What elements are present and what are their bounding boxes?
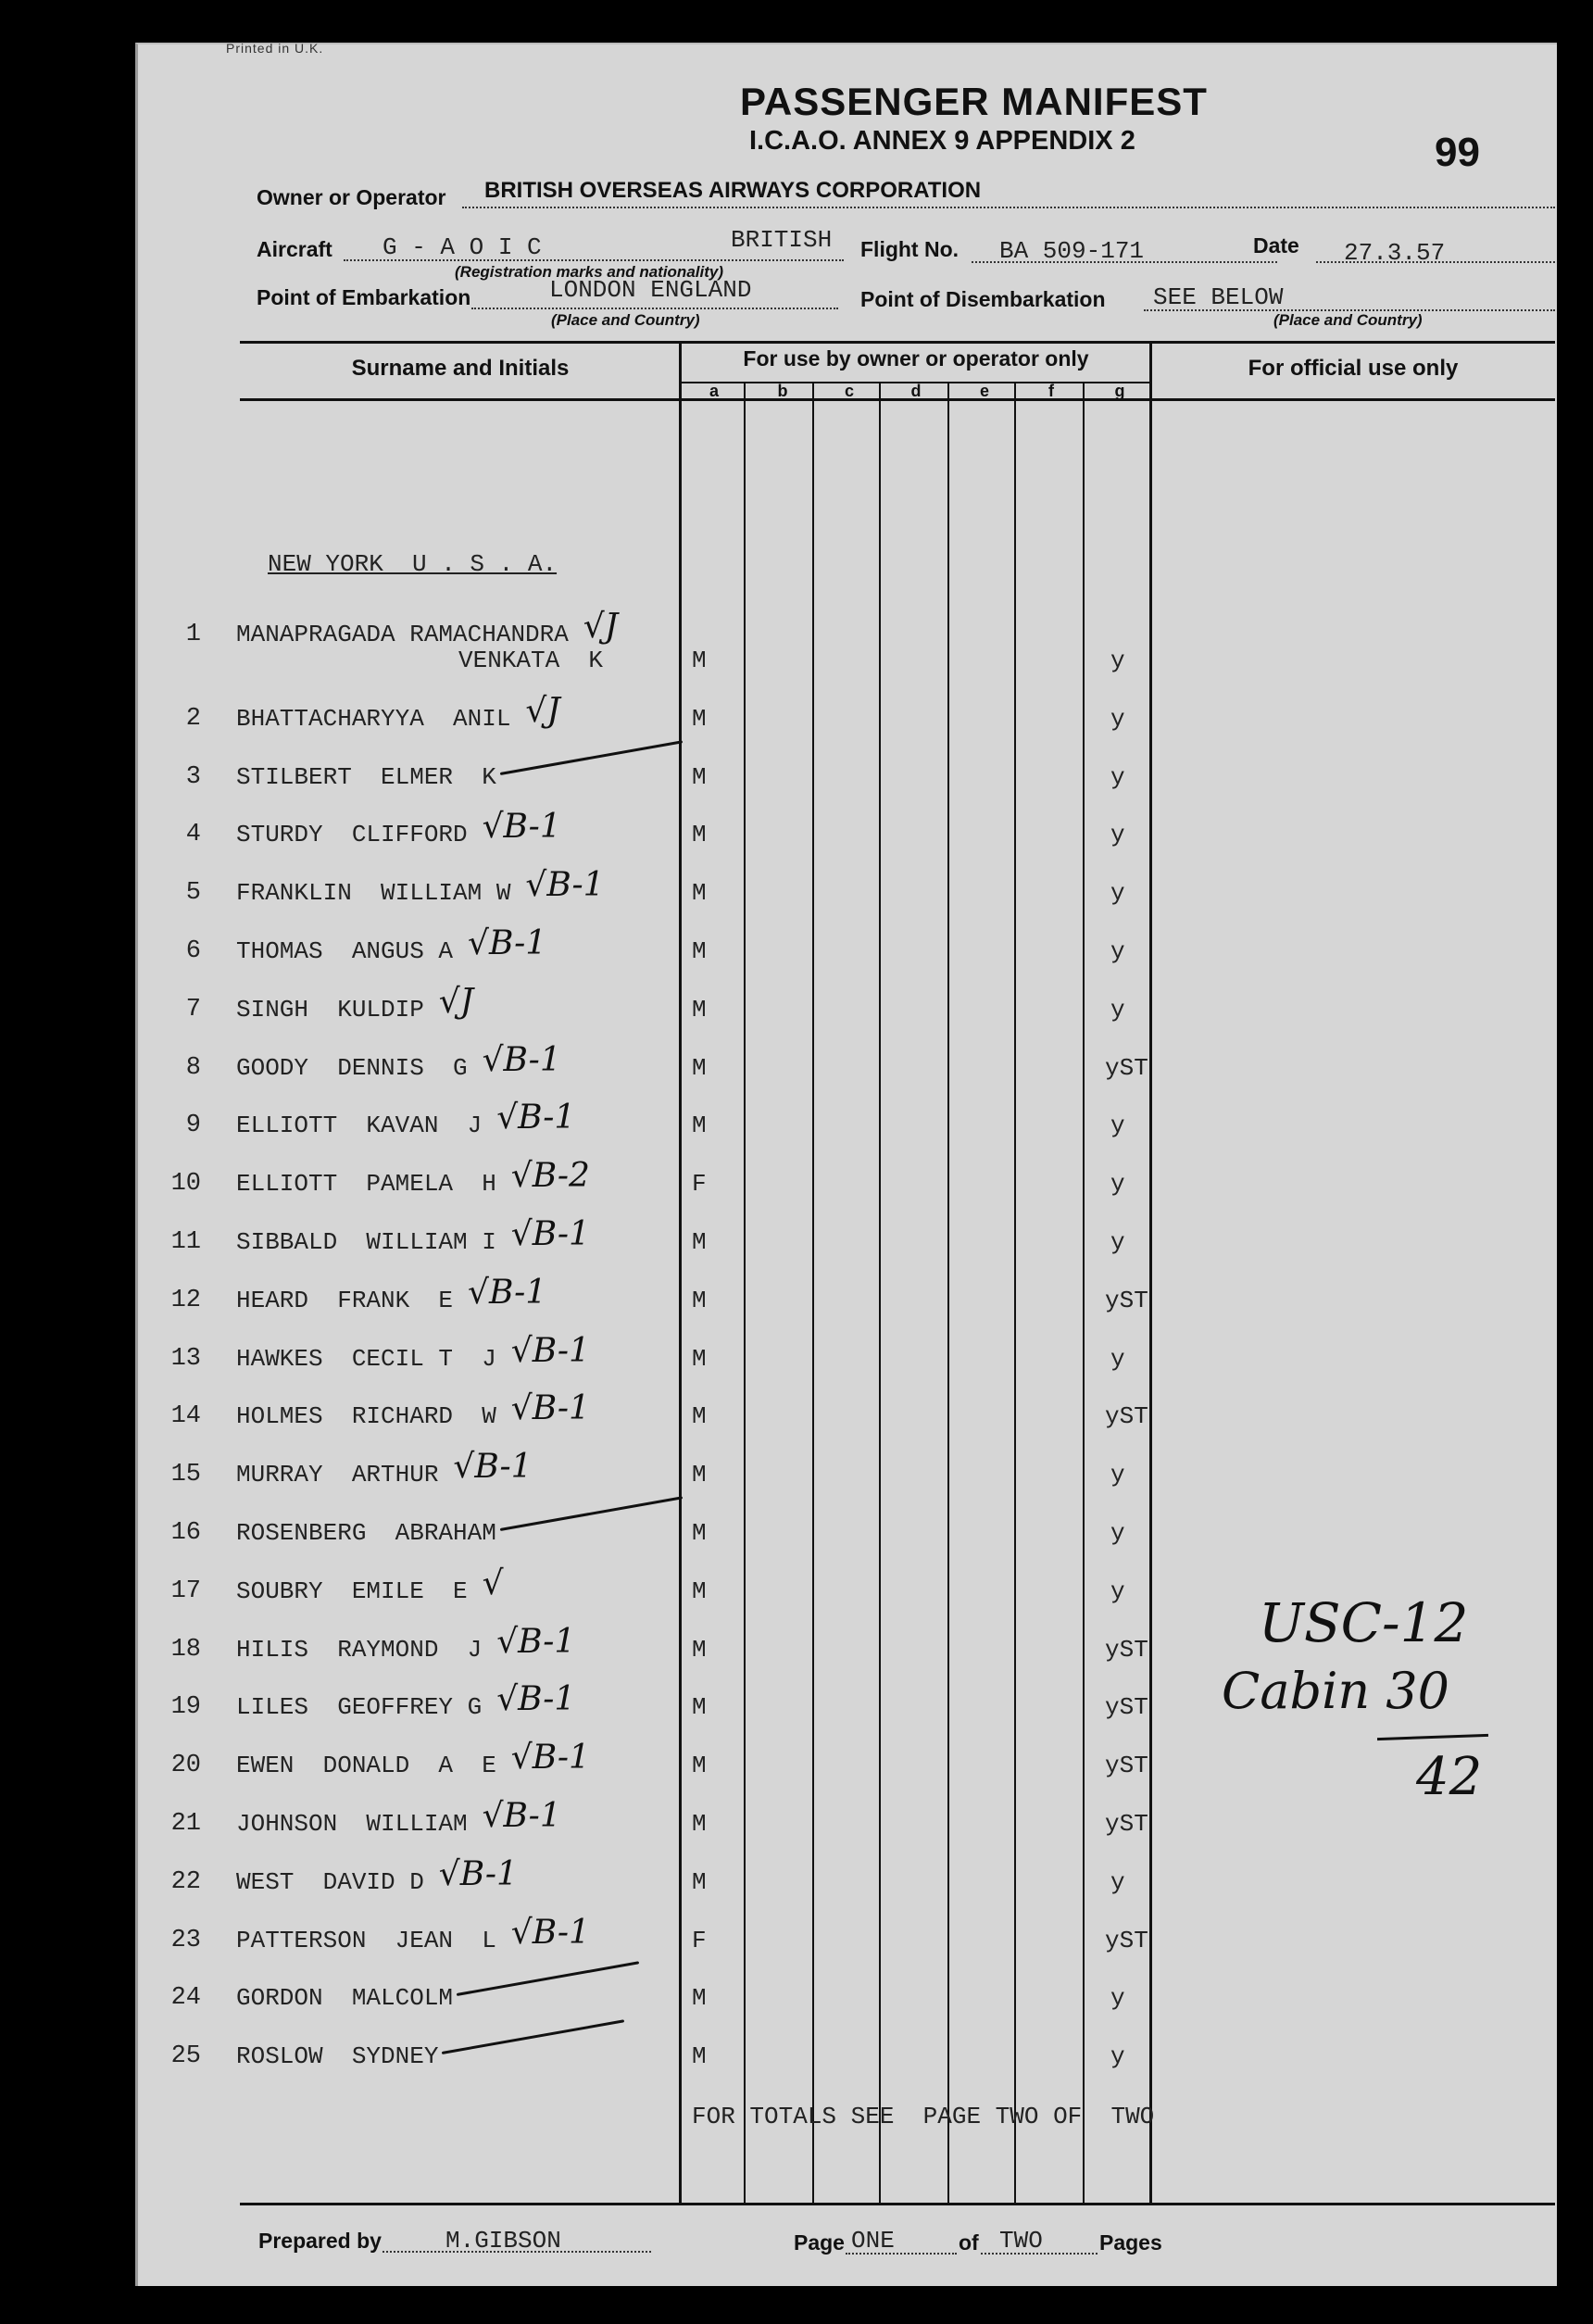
date-label: Date [1253,233,1299,258]
passenger-sex: M [692,879,707,907]
passenger-name: PATTERSON JEAN L [236,1927,496,1954]
col-divider-de [947,382,949,2203]
of-value: TWO [999,2227,1043,2255]
handwritten-check-mark: √ [482,1564,504,1602]
passenger-sex: M [692,937,707,965]
passenger-name-continued: VENKATA K [458,647,604,674]
handwritten-check-mark: √J [525,692,560,730]
passenger-code-g: y [1110,821,1125,848]
handwritten-check-mark: √J [438,983,474,1021]
handwritten-check-mark: √B-1 [482,1797,561,1835]
passenger-code-g: yST [1105,1752,1148,1779]
passenger-sex: M [692,647,707,674]
page-title: PASSENGER MANIFEST [740,80,1208,123]
passenger-code-g: y [1110,763,1125,791]
passenger-code-g: yST [1105,1693,1148,1721]
passenger-name: STILBERT ELMER K [236,763,496,791]
col-divider-bc [812,382,814,2203]
row-number: 25 [170,2042,201,2070]
passenger-name: GORDON MALCOLM [236,1984,454,2012]
embark-note: (Place and Country) [551,311,700,329]
passenger-name: WEST DAVID D [236,1868,424,1896]
passenger-name: ELLIOTT KAVAN J [236,1112,483,1139]
passenger-name: ROSENBERG ABRAHAM [236,1519,496,1547]
row-number: 2 [185,705,201,733]
passenger-sex: M [692,1868,707,1896]
passenger-code-g: y [1110,1170,1125,1198]
passenger-name: ELLIOTT PAMELA H [236,1170,496,1198]
col-divider-official [1149,341,1152,2203]
passenger-code-g: y [1110,1577,1125,1605]
handwritten-check-mark: √B-1 [510,1389,590,1427]
passenger-name: MANAPRAGADA RAMACHANDRA [236,621,569,648]
handwritten-check-mark: √B-1 [510,1332,590,1370]
passenger-sex: M [692,1810,707,1838]
handwritten-check-mark: √J [583,608,619,646]
passenger-code-g: y [1110,1228,1125,1256]
destination-heading: NEW YORK U . S . A. [268,550,558,578]
passenger-code-g: y [1110,647,1125,674]
passenger-code-g: yST [1105,1287,1148,1314]
disembark-value: SEE BELOW [1153,283,1284,311]
totals-note: FOR TOTALS SEE PAGE TWO OF TWO [692,2103,1155,2130]
handwritten-check-mark: √B-1 [496,1099,576,1137]
official-tally-rule [1377,1734,1488,1740]
row-number: 22 [170,1868,201,1896]
nationality-value: BRITISH [731,226,833,254]
passenger-name: THOMAS ANGUS A [236,937,454,965]
row-number: 19 [170,1693,201,1721]
passenger-name: SOUBRY EMILE E [236,1577,468,1605]
row-number: 6 [185,937,201,965]
col-letter-f: f [1048,382,1054,400]
passenger-sex: M [692,1519,707,1547]
passenger-sex: F [692,1927,707,1954]
passenger-sex: M [692,1228,707,1256]
col-divider-ef [1014,382,1016,2203]
passenger-code-g: yST [1105,1810,1148,1838]
passenger-code-g: y [1110,705,1125,733]
passenger-sex: M [692,1402,707,1430]
row-number: 17 [170,1577,201,1605]
row-number: 4 [185,821,201,848]
handwritten-check-mark: √B-1 [482,808,561,846]
flight-label: Flight No. [860,237,960,261]
col-letter-a: a [709,382,719,400]
passenger-code-g: y [1110,1461,1125,1489]
handwritten-check-mark: √B-2 [510,1157,590,1195]
handwritten-tick-stroke [500,1496,683,1531]
prepared-value: M.GIBSON [445,2227,561,2255]
passenger-sex: M [692,763,707,791]
row-number: 3 [185,763,201,791]
flight-value: BA 509-171 [999,237,1145,265]
passenger-code-g: y [1110,937,1125,965]
row-number: 13 [170,1345,201,1373]
passenger-name: GOODY DENNIS G [236,1054,468,1082]
handwritten-tick-stroke [457,1961,639,1996]
passenger-name: HILIS RAYMOND J [236,1636,483,1664]
row-number: 9 [185,1112,201,1139]
passenger-name: STURDY CLIFFORD [236,821,468,848]
manifest-page [135,43,1557,2286]
page-value: ONE [851,2227,895,2255]
passenger-name: FRANKLIN WILLIAM W [236,879,511,907]
date-value: 27.3.57 [1344,239,1446,267]
aircraft-dots [344,259,844,261]
passenger-code-g: y [1110,879,1125,907]
owner-value: BRITISH OVERSEAS AIRWAYS CORPORATION [484,178,982,203]
col-divider-fg [1083,382,1085,2203]
row-number: 24 [170,1984,201,2012]
passenger-name: SIBBALD WILLIAM I [236,1228,496,1256]
row-number: 23 [170,1927,201,1954]
passenger-sex: M [692,2042,707,2070]
row-number: 21 [170,1810,201,1838]
embark-label: Point of Embarkation [257,285,471,309]
handwritten-check-mark: √B-1 [496,1623,576,1661]
col-operator-header: For use by owner or operator only [743,346,1089,371]
passenger-sex: M [692,996,707,1024]
handwritten-check-mark: √B-1 [468,924,547,962]
col-letter-d: d [910,382,922,400]
col-divider-cd [879,382,881,2203]
row-number: 1 [185,621,201,648]
passenger-code-g: y [1110,1345,1125,1373]
row-number: 20 [170,1752,201,1779]
passenger-sex: M [692,705,707,733]
flight-dots [972,261,1277,263]
handwritten-check-mark: √B-1 [468,1274,547,1312]
passenger-name: MURRAY ARTHUR [236,1461,439,1489]
passenger-name: EWEN DONALD A E [236,1752,496,1779]
passenger-sex: M [692,1984,707,2012]
col-divider-ab [744,382,746,2203]
passenger-name: HAWKES CECIL T J [236,1345,496,1373]
row-number: 12 [170,1287,201,1314]
pages-label: Pages [1099,2230,1162,2255]
col-letter-e: e [979,382,989,400]
passenger-name: LILES GEOFFREY G [236,1693,483,1721]
row-number: 16 [170,1519,201,1547]
passenger-code-g: y [1110,2042,1125,2070]
handwritten-check-mark: √B-1 [453,1448,533,1486]
aircraft-label: Aircraft [257,237,332,261]
aircraft-value: G - A O I C [383,233,542,261]
owner-dots [462,207,1555,208]
page-subtitle: I.C.A.O. ANNEX 9 APPENDIX 2 [749,126,1135,156]
passenger-sex: F [692,1170,707,1198]
passenger-code-g: yST [1105,1636,1148,1664]
col-letter-b: b [777,382,788,400]
passenger-name: HEARD FRANK E [236,1287,454,1314]
handwritten-check-mark: √B-1 [496,1680,576,1718]
registration-note: (Registration marks and nationality) [455,263,723,281]
row-number: 8 [185,1054,201,1082]
row-number: 5 [185,879,201,907]
passenger-sex: M [692,1636,707,1664]
disembark-note: (Place and Country) [1273,311,1423,329]
handwritten-check-mark: √B-1 [482,1041,561,1079]
row-number: 18 [170,1636,201,1664]
handwritten-check-mark: √B-1 [510,1215,590,1253]
table-top-rule [240,341,1555,344]
passenger-code-g: y [1110,1519,1125,1547]
footer-rule [240,2203,1555,2205]
official-tally-total: 42 [1416,1747,1483,1807]
date-dots [1316,261,1555,263]
col-divider-name [679,341,682,2203]
printed-note: Printed in U.K. [226,41,324,56]
handwritten-check-mark: √B-1 [510,1739,590,1777]
disembark-label: Point of Disembarkation [860,287,1106,311]
official-tally-line1: USC-12 [1259,1591,1469,1654]
page-label: Page [794,2230,845,2255]
prepared-label: Prepared by [258,2229,382,2253]
passenger-sex: M [692,1461,707,1489]
col-surname-header: Surname and Initials [351,356,570,381]
col-letter-g: g [1114,382,1125,400]
of-label: of [959,2230,979,2255]
passenger-name: HOLMES RICHARD W [236,1402,496,1430]
passenger-sex: M [692,1693,707,1721]
passenger-sex: M [692,1112,707,1139]
row-number: 10 [170,1170,201,1198]
handwritten-check-mark: √B-1 [438,1855,518,1893]
handwritten-check-mark: √B-1 [525,866,605,904]
passenger-name: ROSLOW SYDNEY [236,2042,439,2070]
row-number: 11 [170,1228,201,1256]
col-official-header: For official use only [1248,356,1459,381]
row-number: 14 [170,1402,201,1430]
passenger-code-g: yST [1105,1054,1148,1082]
passenger-code-g: y [1110,1868,1125,1896]
embark-value: LONDON ENGLAND [549,276,752,304]
handwritten-tick-stroke [442,2019,624,2054]
col-letter-c: c [844,382,854,400]
row-number: 7 [185,996,201,1024]
passenger-sex: M [692,1287,707,1314]
passenger-code-g: yST [1105,1927,1148,1954]
handwritten-tick-stroke [500,740,683,775]
passenger-code-g: y [1110,1984,1125,2012]
handwritten-check-mark: √B-1 [510,1914,590,1952]
row-number: 15 [170,1461,201,1489]
passenger-sex: M [692,1345,707,1373]
official-tally-line2: Cabin 30 [1222,1662,1450,1720]
passenger-code-g: y [1110,1112,1125,1139]
passenger-name: SINGH KULDIP [236,996,424,1024]
passenger-code-g: yST [1105,1402,1148,1430]
table-header-rule [240,398,1555,401]
passenger-sex: M [692,1054,707,1082]
passenger-sex: M [692,1752,707,1779]
passenger-name: JOHNSON WILLIAM [236,1810,468,1838]
passenger-sex: M [692,1577,707,1605]
passenger-code-g: y [1110,996,1125,1024]
passenger-name: BHATTACHARYYA ANIL [236,705,511,733]
embark-dots [471,308,838,309]
owner-label: Owner or Operator [257,185,446,209]
passenger-sex: M [692,821,707,848]
page-number: 99 [1435,130,1480,175]
